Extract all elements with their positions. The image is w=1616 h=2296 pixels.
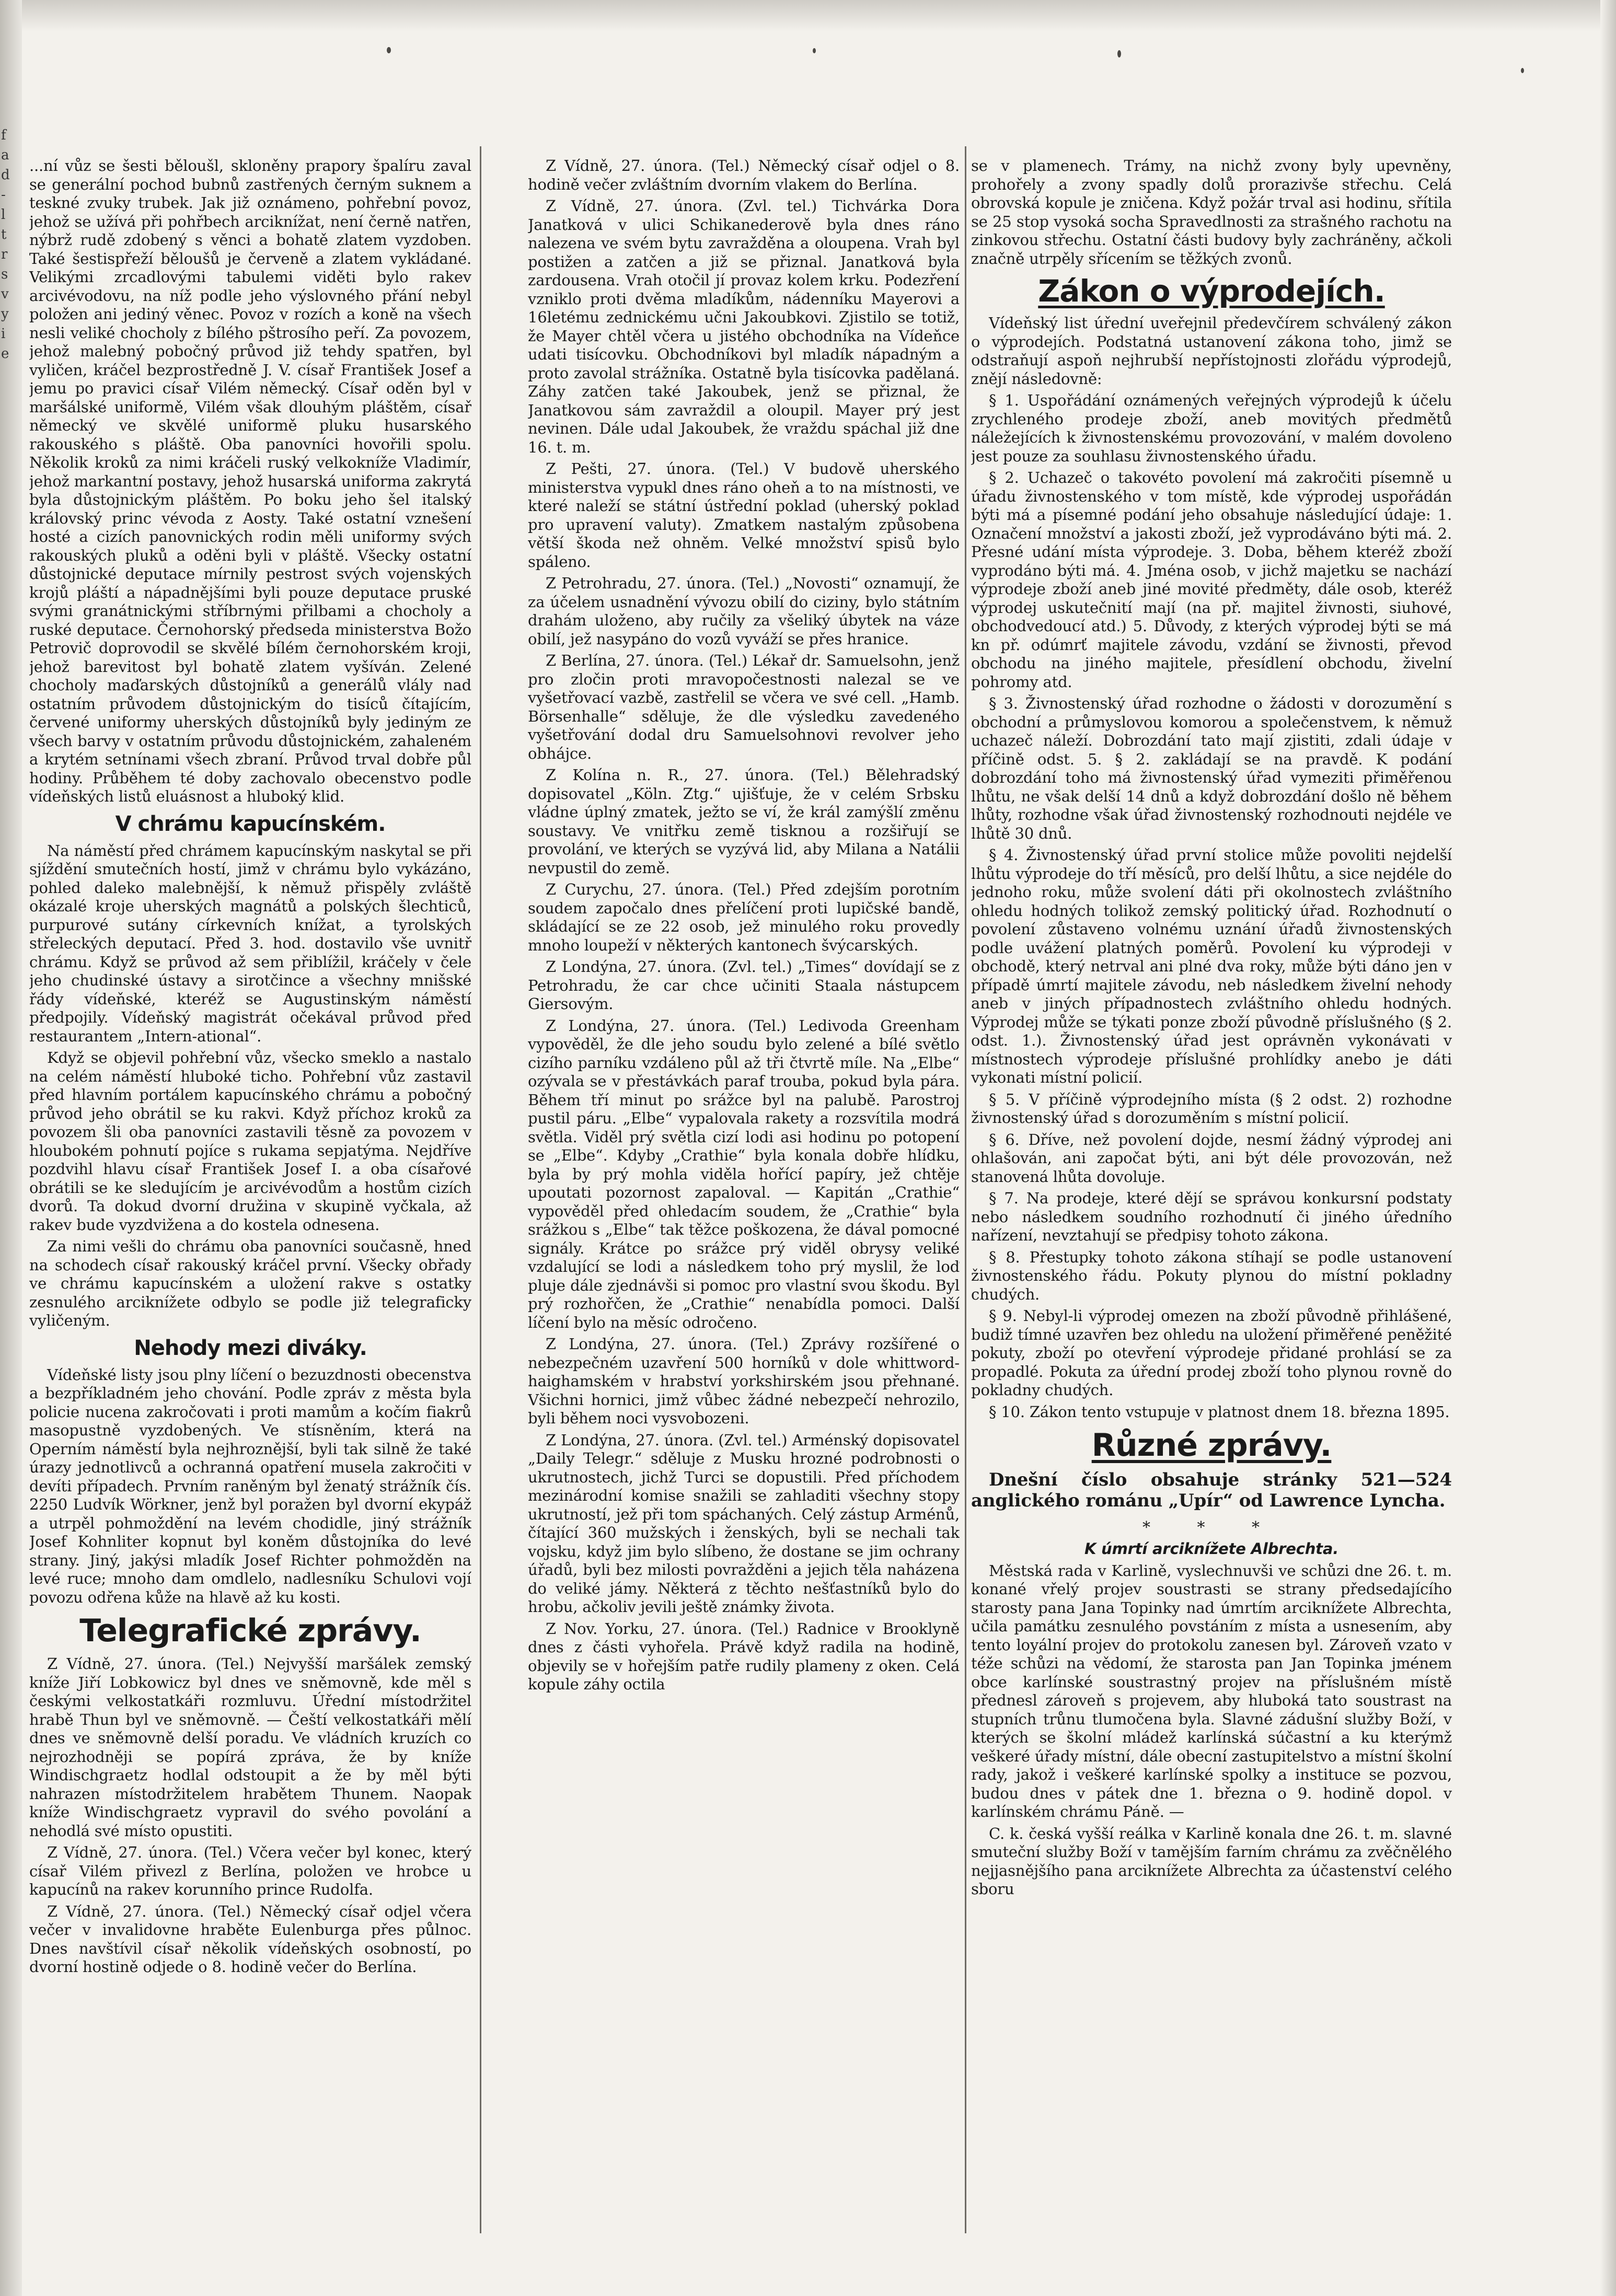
- page-top-edge: [0, 0, 1616, 31]
- news-item: Z Curychu, 27. února. (Tel.) Před zdejším porotním soudem započalo dnes přelíčení proti lupičské bandě, skládající se ze 22 osob, jež minulého roku provedly mnoho loupeží v některých kantonech švýcarských.: [528, 880, 960, 954]
- section-divider-stars: * * *: [1142, 1518, 1281, 1537]
- margin-fragment: e: [1, 346, 9, 362]
- news-item: Z Vídně, 27. února. (Tel.) Německý císař odjel včera večer v invalidovne hraběte Eulenburga přes půlnoc. Dnes navštívil císař několik vídeňských osobností, po dvorní hostině odjede o 8. hodině večer do Berlína.: [29, 1902, 471, 1976]
- law-paragraph: § 1. Uspořádání oznámených veřejných výprodejů k účelu zrychleného prodeje zboží, aneb movitých předmětů náležejících k živnostenskému provozování, v malém dovoleno jest pouze za souhlasu živnostenského úřadu.: [971, 391, 1452, 465]
- margin-fragment: t: [1, 227, 7, 242]
- news-item: Městská rada v Karlině, vyslechnuvši ve schůzi dne 26. t. m. konané vřelý projev soustrasti se strany předsedajícího starosty pana Jana Topinky nad úmrtím arciknížete Albrechta, učila památku zesnulého povstáním z místa a usnesením, aby tento loyální projev do protokolu zanesen byl. Zároveň vzato v téže schůzi na vědomí, že starosta pan Jan Topinka jménem obce karlínské soustrastný projev na příslušném místě přednesl zároveň s projevem, aby hluboká tato soustrast na stupních trůnu tlumočena byla. Slavné zádušní služby Boží, v kterých se školní mládež karlínská súčastní a ku kterýmž veškeré úřady místní, dále obecní zastupitelstvo a místní školní rady, jakož i veškeré karlínské spolky a instituce se pozvou, budou dnes v pátek dne 1. března o 9. hodině dopol. v karlínském chrámu Páně. —: [971, 1561, 1452, 1820]
- ink-speck: [813, 48, 816, 53]
- column-rule: [965, 146, 966, 2233]
- section-heading-misc: Různé zprávy.: [1091, 1427, 1332, 1464]
- news-item: Z Berlína, 27. února. (Tel.) Lékař dr. Samuelsohn, jenž pro zločin proti mravopočestnosti nalezal se ve vyšetřovací vazbě, zastřelil se včera ve své cell. „Hamb. Börsenhalle“ sděluje, že dle výsledku zavedeného vyšetřování dodal dru Samuelsohnovi revolver jeho obhájce.: [528, 652, 960, 762]
- margin-fragment: d: [1, 167, 10, 183]
- law-paragraph: § 7. Na prodeje, které dějí se správou konkursní podstaty nebo následkem soudního rozhodnutí či jiného úředního nařízení, nevztahují se předpisy tohoto zákona.: [971, 1189, 1452, 1244]
- margin-fragment: s: [1, 266, 8, 282]
- margin-fragment: i: [1, 326, 6, 342]
- article-paragraph: Na náměstí před chrámem kapucínským naskytal se při sjíždění smutečních hostí, jimž v chrámu bylo vykázáno, pohled daleko malebnější, k němuž přispěly zvláště okázalé kroje uherských magnátů a polských šlechticů, purpurové sutány církevních knížat, a tyrolských střeleckých deputací. Před 3. hod. dostavilo vše uvnitř chrámu. Když se průvod až sem přiblížil, kráčely v čele jeho chudinské ústavy a sirotčince a všechny mnišské řády vídeňské, kteréž se Augustinským náměstí předpojily. Vídeňský magistrát očekával průvod před restaurantem „Intern-ational“.: [29, 841, 471, 1045]
- news-item: Z Londýna, 27. února. (Tel.) Zprávy rozšířené o nebezpečném uzavření 500 horníků v dole whittword-haighamském v hrabství yorkshirském jsou přehnané. Všichni hornici, jimž vůbec žádné nebezpečí nehrozilo, byli během noci vysvobozeni.: [528, 1335, 960, 1427]
- law-paragraph: § 6. Dříve, než povolení dojde, nesmí žádný výprodej ani ohlašován, ani započat býti, ani být déle provozován, než stanovená lhůta dovoluje.: [971, 1130, 1452, 1186]
- news-item: Z Londýna, 27. února. (Zvl. tel.) „Times“ dovídají se z Petrohradu, že car chce učiniti Staala nástupcem Giersovým.: [528, 958, 960, 1013]
- news-item: C. k. česká vyšší reálka v Karlině konala dne 26. t. m. slavné smuteční služby Boží v tamějším farním chrámu za zvěčnělého nejjasnějšího pana arciknížete Albrechta za účastenství celého sboru: [971, 1824, 1452, 1898]
- column-2: [528, 157, 960, 2223]
- news-item: Z Vídně, 27. února. (Tel.) Nejvyšší maršálek zemský kníže Jiří Lobkowicz byl dnes ve sněmovně, kde měl s českými velkostatkáři rozmluvu. Úřední místodržitel hrabě Thun byl ve sněmovně. — Čeští velkostatkáři mělí dnes ve sněmovně delší poradu. Ve vládních kruzích co nejrozhodněji se popírá zpráva, že by kníže Windischgraetz hodlal odstoupit a že by měl býti nahrazen místodržitelem hrabětem Thunem. Naopak kníže Windischgraetz vypravil do svého povolání a nehodlá své místo opustiti.: [29, 1655, 471, 1840]
- law-paragraph: § 10. Zákon tento vstupuje v platnost dnem 18. března 1895.: [989, 1402, 1450, 1421]
- column-1: [29, 157, 471, 2223]
- article-paragraph: se v plamenech. Trámy, na nichž zvony byly upevněny, prohořely a zvony spadly dolů prorazivše střechu. Celá obrovská kopule je zničena. Když požár trval asi hodinu, sřítila se 25 stop vysoká socha Spravedlnosti za strašného rachotu na zinkovou střechu. Ostatní části budovy byly zachráněny, ačkoli značně utrpěly sřícením se těžkých zvonů.: [971, 157, 1452, 268]
- margin-fragment: f: [1, 127, 6, 143]
- law-paragraph: § 9. Nebyl-li výprodej omezen na zboží původně přihlášené, budiž tímné uzavřen bez ohledu na uložení přiměřené peněžité pokuty, zboží po otevření výprodeje přidané prohlásí se za propadlé. Pokuta za úřední prodej zboží toho plynou rovně do pokladny chudých.: [971, 1307, 1452, 1399]
- ink-speck: [1117, 50, 1121, 57]
- margin-fragment: v: [1, 286, 9, 302]
- article-paragraph: Vídeňské listy jsou plny líčení o bezuzdnosti obecenstva a bezpříkladném jeho chování. Podle zpráv z města byla policie nucena zakročovati i proti mamům a kočím fiakrů masopustně vyzdobených. Ve stísněním, která na Operním náměstí byla nejhroznější, byli tak silně že také úrazy jednotlivců a ochranná opatření musela zakročiti v devíti případech. Prvním raněným byl ženatý strážník čís. 2250 Ludvík Wörkner, jenž byl poražen byl dvorní ekypáž a utrpěl pohmoždění na levém chodidle, jiný strážník Josef Kohnliter kopnut byl koněm důstojníka do levé strany. Jiný, jakýsi mladík Josef Richter pohmožděn na levé ruce; mnoho dam omdlelo, nadlesníku Schulovi vojí povozu odřena kůže na hlavě až ku kosti.: [29, 1365, 471, 1606]
- article-paragraph: ...ní vůz se šesti běloušl, skloněny prapory špalíru zaval se generální pochod bubnů zastřených černým suknem a teskné zvuky trubek. Jak již oznámeno, pohřební povoz, jehož se užívá při pohřbech arciknížat, není černě natřen, nýbrž rudě zdobený s věnci a bohatě zlatem vyzdoben. Také šestispřeží běloušů je červeně a zlatem vykládané. Velikými zrcadlovými tabulemi viděti bylo rakev arcivévodovu, na níž podle jeho výslovného přání nebyl položen ani jediný věnec. Povoz v rozích a koně na všech nesli veliké chocholy z bílého pštrosího peří. Za povozem, jehož malebný pobočný průvod již tehdy spatřen, byl vyličen, kráčel bezprostředně J. V. císař František Josef a jemu po pravici císař Vilém německý. Císař oděn byl v maršálské uniformě, Vilém však dlouhým pláštěm, císař německý ve skvělé uniformě pluku husarského rakouského s pláště. Oba panovníci hovořili spolu. Několik kroků za nimi kráčeli ruský velkokníže Vladimír, jehož markantní postavy, jehož husarská uniforma zakrytá byla důstojnickým pláštěm. Po boku jeho šel italský královský princ vévoda z Aosty. Také ostatní vznešení hosté a cizích panovnických rodin měli uniformy svých rakouských pluků a oděni byli v pláště. Všecky ostatní důstojnické deputace mírnily pestrost svých vojenských krojů pláští a nápadnějšími byli pouze deputace pruské svými granátnickými stříbrnými přilbami a chocholy a ruské deputace. Černohorský předseda ministerstva Božo Petrovič doprovodil se skvělé bílém černohorském kroji, jehož barevitost byl bohatě zlatem vyšíván. Zelené chocholy maďarských důstojníků a generálů vlály nad ostatním průvodem důstojnickým do tisíců čítajícím, červené uniformy uherských důstojníků byly jediným ze všech barvy v ostatním průvodu důstojnickém, zahaleném a krytém setnínami všech zbraní. Průvod trval dobře půl hodiny. Průběhem té doby zachovalo obecenstvo podle vídeňských listů eluásnost a hluboký klid.: [29, 157, 471, 805]
- margin-fragment: y: [1, 306, 9, 322]
- margin-fragment: -: [1, 187, 6, 203]
- news-subheading: [971, 1540, 1452, 1559]
- news-item: Z Kolína n. R., 27. února. (Tel.) Bělehradský dopisovatel „Köln. Ztg.“ ujišťuje, že v celém Srbsku vládne úplný zmatek, ježto se ví, že král zamýšlí změnu soustavy. Ve vnitřku země tisknou a rozšiřují se provolání, ve kterých se vyzývá lid, aby Milana a Natálii nevpustil do země.: [528, 766, 960, 877]
- news-item: Z Londýna, 27. února. (Zvl. tel.) Arménský dopisovatel „Daily Telegr.“ sděluje z Musku hrozné podrobnosti o ukrutnostech, jichž Turci se dopustili. Před příchodem mezinárodní komise snažili se zahladiti všechny stopy ukrutností, jež při tom spáchaných. Celý zástup Arménů, čítající 360 mužských i ženských, byli se nechali tak vojsku, když jim bylo slíbeno, že dostane se jim ochrany úřadů, byli bez milosti povražděni a jejich těla naházena do veliké jámy. Některá z těchto nešťastníků bylo do hrobu, ačkoliv jevili ještě známky života.: [528, 1431, 960, 1616]
- news-item: Z Vídně, 27. února. (Tel.) Včera večer byl konec, který císař Vilém přivezl z Berlína, položen ve hrobce u kapucínů na rakev korunního prince Rudolfa.: [29, 1843, 471, 1898]
- section-heading-sales-law: Zákon o výprodejích.: [1038, 273, 1385, 309]
- law-paragraph: § 2. Uchazeč o takovéto povolení má zakročiti písemně u úřadu živnostenského v tom místě, kde výprodej uspořádán býti má a písemné podání jeho obsahuje následující údaje: 1. Označení množství a jakosti zboží, jež vyprodáváno býti má. 2. Přesné udání místa výprodeje. 3. Doba, během kteréž zboží vyprodáno býti má. 4. Jména osob, v jichž majetku se nachází výprodeje zboží aneb jiné movité předměty, dále osob, kteréž výprodej uskutečnití mají (na př. majitel živnosti, siuhové, obchodvedoucí atd.) 5. Důvody, z kterých výprodej býti se má kn př. odúmrť majitele závodu, vzdání se živnosti, převod obchodu na jiného majitele, přesídlení obchodu, živelní pohromy atd.: [971, 469, 1452, 691]
- news-item: Z Vídně, 27. února. (Tel.) Německý císař odjel o 8. hodině večer zvláštním dvorním vlakem do Berlína.: [528, 157, 960, 193]
- law-paragraph: § 8. Přestupky tohoto zákona stíhají se podle ustanovení živnostenského řádu. Pokuty plynou do místní pokladny chudých.: [971, 1248, 1452, 1303]
- law-paragraph: Vídeňský list úřední uveřejnil předevčírem schválený zákon o výprodejích. Podstatná ustanovení zákona toho, jimž se odstraňují aspoň nejhrubší nepřístojnosti zlořádu výprodejů, znějí následovně:: [971, 314, 1452, 388]
- ink-speck: [387, 47, 391, 53]
- news-item: Z Londýna, 27. února. (Tel.) Ledivoda Greenham vypověděl, že dle jeho soudu bylo zelené a bílé světlo cizího parníku vzdáleno půl až tři čtvrtě míle. Na „Elbe“ ozývala se v přestávkách paraf trouba, pokud byla pára. Během tří minut po srážce byl na palubě. Parostroj pustil páru. „Elbe“ vypalovala rakety a rozsvítila modrá světla. Viděl prý světla cizí lodi asi hodinu po potopení se „Elbe“. Kdyby „Crathie“ byla konala dobře hlídku, byla by prý mohla viděla hořící papíry, jež chtěje upoutati pozornost zapaloval. — Kapitán „Crathie“ vypověděl před ohledacím soudem, že „Crathie“ byla srážkou s „Elbe“ tak těžce poškozena, že dával pomocné signály. Krátce po srážce prý viděl obrysy veliké vzdalující se lodi a následkem toho prý myslil, že loď pluje dále zjednávši si pomoc pro vlastní svou škodu. Byl prý rozhořčen, že „Crathie“ nenabídla pomoci. Další líčení bylo na měsíc odročeno.: [528, 1016, 960, 1331]
- column-3: [971, 157, 1452, 2223]
- article-paragraph: Za nimi vešli do chrámu oba panovníci současně, hned na schodech císař rakouský kráčel první. Všecky obřady ve chrámu kapucínském a uložení rakve s ostatky zesnulého arciknížete odbylo se podle již telegraficky vyličeným.: [29, 1237, 471, 1329]
- cut-off-margin-text: [1, 125, 16, 364]
- news-item: Z Pešti, 27. února. (Tel.) V budově uherského ministerstva vypukl dnes ráno oheň a to na místnosti, ve které naleží se státní ústřední poklad (uherský poklad pro upravení valuty). Zmatkem nastalým způsobena větší škoda než ohněm. Velké množství spisů bylo spáleno.: [528, 460, 960, 571]
- news-subheading-text: K úmrtí arciknížete Albrechta.: [1084, 1540, 1339, 1558]
- section-heading-accidents: Nehody mezi diváky.: [134, 1336, 367, 1360]
- margin-fragment: r: [1, 247, 8, 262]
- novel-notice: Dnešní číslo obsahuje stránky 521—524 anglického románu „Upír“ od Lawrence Lyncha.: [971, 1469, 1452, 1511]
- article-paragraph: Když se objevil pohřební vůz, všecko smeklo a nastalo na celém náměstí hluboké ticho. Pohřební vůz zastavil před hlavním portálem kapucínského chrámu a pobočný průvod jeho obrátil se ku rakvi. Když příchoz kroků za povozem šli oba panovníci zastavili těsně za povozem v hloubokém pohnutí pojíce s rukama sepjatýma. Nejdříve pozdvihl hlavu císař František Josef I. a oba císařové obrátili se ke sledujícím je arcivévodům a hostům cizích dvorů. Ta dokud dvorní družina v skupině vyčkala, až rakev bude vyzdvižena a do kostela odnesena.: [29, 1049, 471, 1234]
- page-right-edge: [1600, 0, 1616, 2296]
- news-item: Z Vídně, 27. února. (Zvl. tel.) Tichvárka Dora Janatková v ulici Schikanederově byla dnes ráno nalezena ve svém bytu zavražděna a oloupena. Vrah byl postižen a zatčen a již se přiznal. Janatková byla zardousena. Vrah otočil jí provaz kolem krku. Podezření vzniklo proti dvěma mladíkům, nádenníku Mayerovi a 16letému zednickému učni Jakoubkovi. Zjistilo se totiž, že Mayer chtěl včera u jistého obchodníka na Vídeňce udati tisícovku. Obchodníkovi byl mladík nápadným a proto zavolal strážníka. Ostatně byla tisícovka padělaná. Záhy zatčen také Jakoubek, jenž se přiznal, že Janatkovou sám zavraždil a oloupil. Mayer prý jest nevinen. Dále udal Jakoubek, že vraždu spáchal již dne 16. t. m.: [528, 197, 960, 456]
- ink-speck: [1521, 68, 1524, 73]
- margin-fragment: l: [1, 207, 6, 223]
- section-heading-capuchin: V chrámu kapucínském.: [115, 811, 386, 836]
- law-paragraph: § 4. Živnostenský úřad první stolice může povoliti nejdelší lhůtu výprodeje do tří měsíců, pro delší lhůtu, a sice nejdéle do jednoho roku, může svolení dáti při okolnostech zvláštního ohledu hodných tolikož zemský politický úřad. Rozhodnutí o povolení zůstaveno volnému uznání úřadů živnostenských podle uvážení platných poměrů. Povolení ku výprodeji v obchodě, který netrval ani plné dva roky, může býti dáno jen v případě úmrtí majitele závodu, neb následkem živelní nehody aneb v jiných případnostech zvláštního ohledu hodných. Výprodej může se týkati ponze zboží původně příslušného (§ 2. odst. 1.). Živnostenský úřad jest oprávněn vykonávati v místnostech výprodeje příslušné prohlídky anebo je dáti vykonati místní policií.: [971, 846, 1452, 1086]
- section-heading-telegraph: Telegrafické zprávy.: [79, 1613, 421, 1649]
- law-paragraph: § 5. V příčině výprodejního místa (§ 2 odst. 2) rozhodne živnostenský úřad s dorozuměním s místní policií.: [971, 1090, 1452, 1127]
- news-item: Z Petrohradu, 27. února. (Tel.) „Novosti“ oznamují, že za účelem usnadnění vývozu obilí do ciziny, bylo státním drahám uloženo, aby ručily za všeliký úbytek na váze obilí, jež nasypáno do vozů vyváží se přes hranice.: [528, 574, 960, 648]
- law-paragraph: § 3. Živnostenský úřad rozhodne o žádosti v dorozumění s obchodní a průmyslovou komorou a společenstvem, k němuž uchazeč náleží. Dobrozdání tato mají zjistiti, zdali údaje v příčině odst. 5. § 2. zakládají se na pravdě. K podání dobrozdání toho má živnostenský úřad vymeziti přiměřenou lhůtu, ne však delší 14 dnů a když dobrozdání došlo ně během lhůty, rozhodne však úřad živnostenský rozhodnouti nejdéle ve lhůtě 30 dnů.: [971, 694, 1452, 842]
- news-item: Z Nov. Yorku, 27. února. (Tel.) Radnice v Brooklyně dnes z části vyhořela. Právě když radila na hodině, objevily se v hořejším patře rudily plameny z oken. Celá kopule záhy octila: [528, 1619, 960, 1693]
- column-rule: [480, 146, 481, 2233]
- margin-fragment: a: [1, 147, 9, 163]
